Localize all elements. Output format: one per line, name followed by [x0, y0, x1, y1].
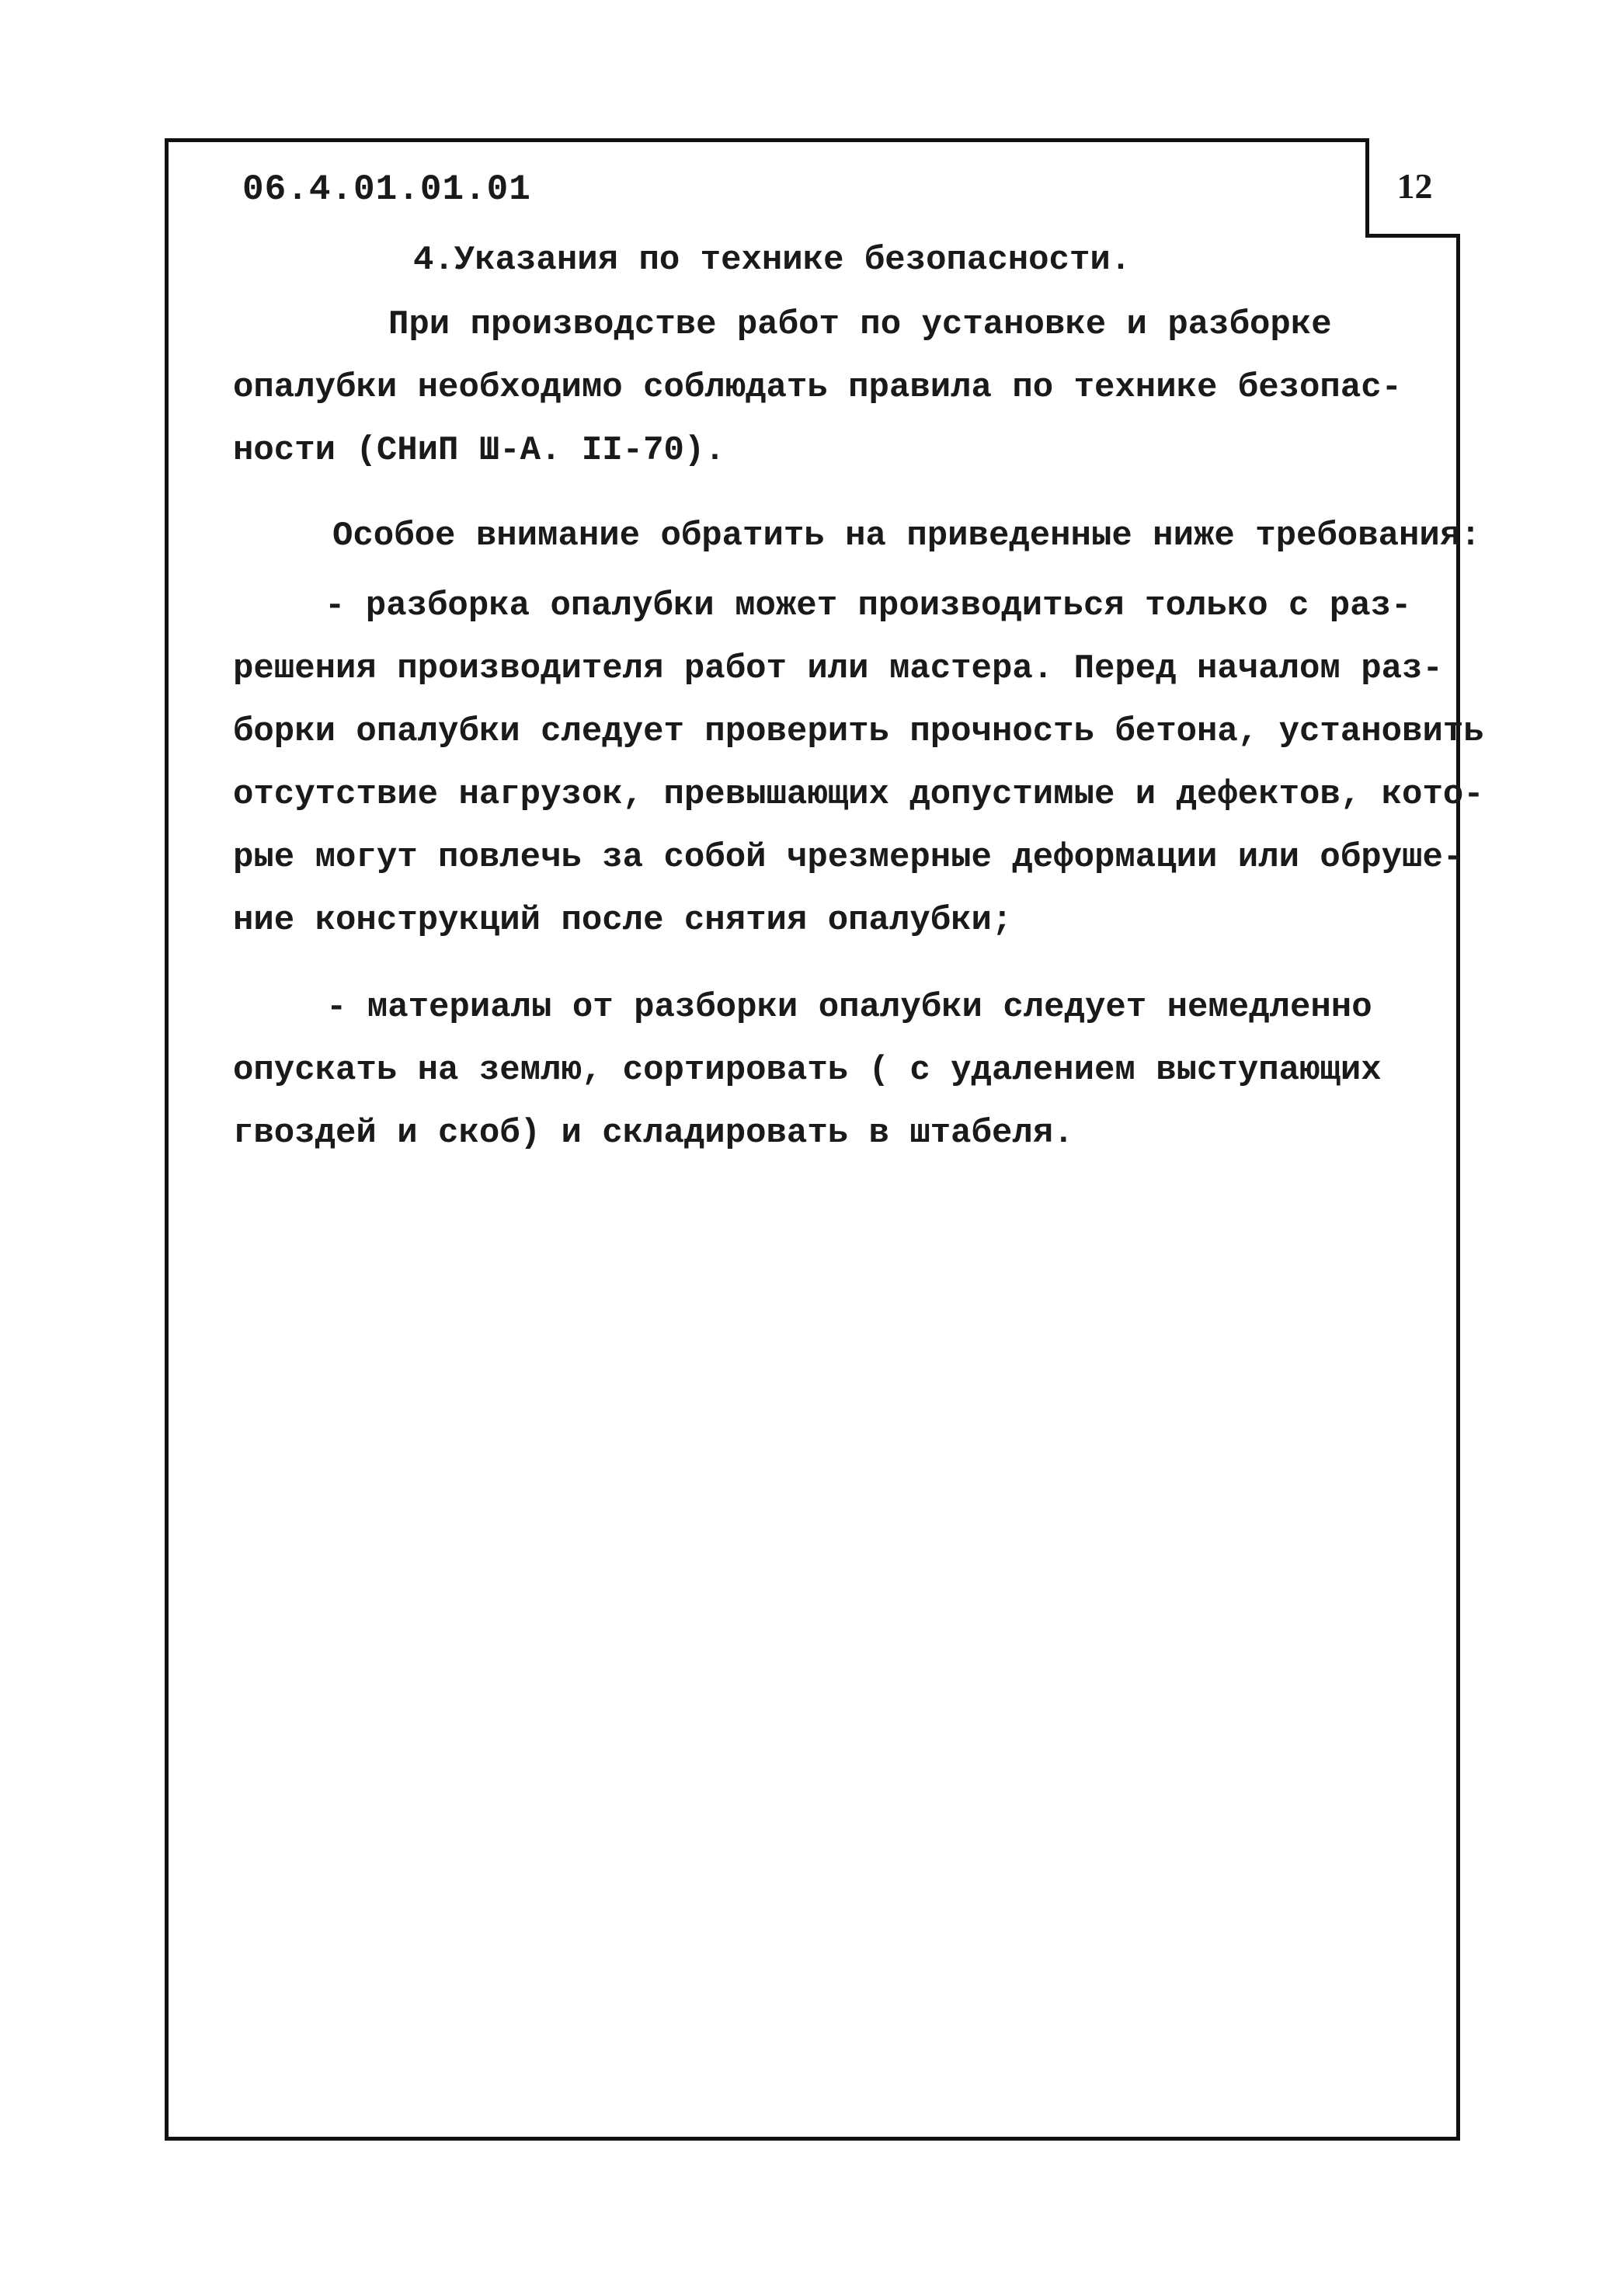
document-code: 06.4.01.01.01: [242, 169, 531, 210]
text-line: гвоздей и скоб) и складировать в штабеля.: [233, 1114, 1074, 1153]
paragraph-attention: [233, 505, 1481, 568]
paragraph-general-rules: [233, 294, 1460, 482]
text-line: опалубки необходимо соблюдать правила по технике безопас-: [233, 368, 1403, 407]
text-line: При производстве работ по установке и разборке: [388, 305, 1332, 344]
text-line: рые могут повлечь за собой чрезмерные деформации или обруше-: [233, 838, 1464, 877]
text-line: отсутствие нагрузок, превышающих допустимые и дефектов, кото-: [233, 775, 1484, 814]
text-line: решения производителя работ или мастера. Перед началом раз-: [233, 649, 1443, 688]
text-line: борки опалубки следует проверить прочность бетона, установить: [233, 712, 1484, 751]
text-line: Особое внимание обратить на приведенные ниже требования:: [332, 517, 1481, 555]
paragraph-dismantling: [233, 575, 1484, 952]
section-heading: 4.Указания по технике безопасности.: [413, 241, 1132, 280]
text-line: - материалы от разборки опалубки следует немедленно: [326, 988, 1372, 1027]
text-line: - разборка опалубки может производиться только с раз-: [325, 586, 1412, 625]
text-line: опускать на землю, сортировать ( с удалением выступающих: [233, 1051, 1382, 1090]
page-number: 12: [1365, 138, 1460, 238]
text-line: ние конструкций после снятия опалубки;: [233, 901, 1013, 940]
paragraph-materials: [233, 976, 1460, 1165]
text-line: ности (СНиП Ш-А. II-70).: [233, 431, 725, 470]
